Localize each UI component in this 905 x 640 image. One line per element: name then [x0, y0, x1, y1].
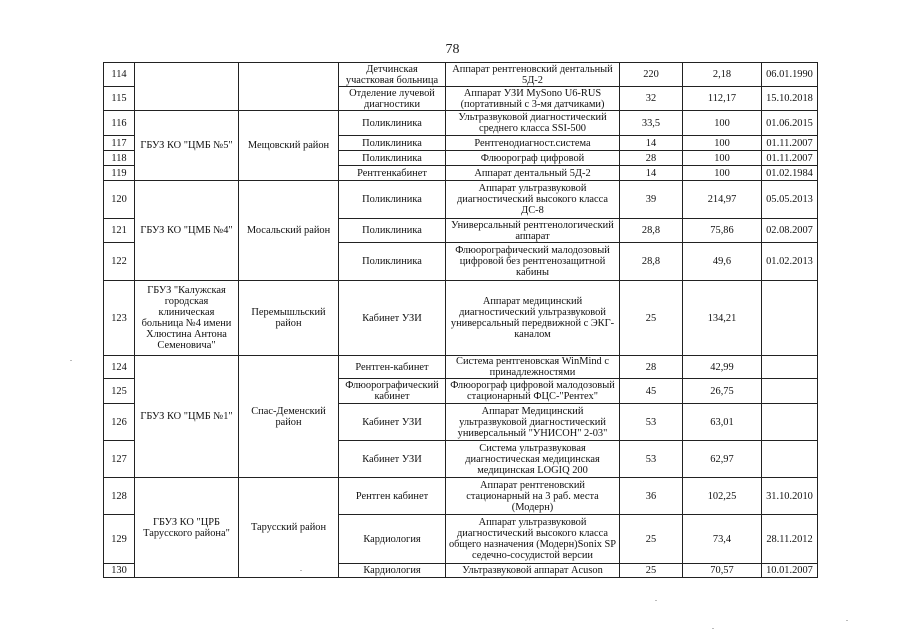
- table-row: [104, 281, 818, 356]
- department-cell: Рентген кабинет: [339, 478, 446, 515]
- department-cell: Поликлиника: [339, 111, 446, 136]
- date-cell: [762, 356, 818, 379]
- area-cell: 25: [620, 515, 683, 564]
- district-cell: Мосальский район: [239, 181, 339, 281]
- cost-cell: 100: [683, 166, 762, 181]
- cost-cell: 100: [683, 136, 762, 151]
- date-cell: 01.11.2007: [762, 136, 818, 151]
- date-cell: [762, 441, 818, 478]
- scan-speck: [300, 570, 302, 571]
- page-number: 78: [445, 42, 460, 57]
- row-number: 120: [104, 181, 135, 219]
- area-cell: 28,8: [620, 219, 683, 243]
- row-number: 127: [104, 441, 135, 478]
- area-cell: 45: [620, 379, 683, 404]
- cost-cell: 2,18: [683, 63, 762, 87]
- area-cell: 25: [620, 564, 683, 578]
- equipment-cell: Ультразвуковой диагностический среднего класса SSI-500: [446, 111, 620, 136]
- row-number: 119: [104, 166, 135, 181]
- department-cell: Детчинская участковая больница: [339, 63, 446, 87]
- organization-cell: [135, 63, 239, 111]
- equipment-cell: Аппарат Медицинский ультразвуковой диагностический универсальный "УНИСОН" 2-03": [446, 404, 620, 441]
- date-cell: 15.10.2018: [762, 87, 818, 111]
- equipment-cell: Флюорограф цифровой малодозовый стационарный ФЦС-"Рентех": [446, 379, 620, 404]
- row-number: 121: [104, 219, 135, 243]
- cost-cell: 70,57: [683, 564, 762, 578]
- department-cell: Поликлиника: [339, 151, 446, 166]
- row-number: 118: [104, 151, 135, 166]
- area-cell: 53: [620, 404, 683, 441]
- department-cell: Кабинет УЗИ: [339, 281, 446, 356]
- cost-cell: 100: [683, 151, 762, 166]
- date-cell: 01.06.2015: [762, 111, 818, 136]
- district-cell: Тарусский район: [239, 478, 339, 578]
- row-number: 128: [104, 478, 135, 515]
- area-cell: 28: [620, 151, 683, 166]
- equipment-cell: Аппарат рентгеновский стационарный на 3 раб. места (Модерн): [446, 478, 620, 515]
- department-cell: Поликлиника: [339, 136, 446, 151]
- department-cell: Поликлиника: [339, 243, 446, 281]
- row-number: 122: [104, 243, 135, 281]
- organization-cell: ГБУЗ КО "ЦМБ №1": [135, 356, 239, 478]
- table-row: [104, 111, 818, 136]
- date-cell: 10.01.2007: [762, 564, 818, 578]
- date-cell: [762, 404, 818, 441]
- equipment-cell: Аппарат ультразвуковой диагностический высокого класса ДС-8: [446, 181, 620, 219]
- row-number: 115: [104, 87, 135, 111]
- equipment-table: [103, 62, 818, 578]
- equipment-cell: Аппарат медицинский диагностический ультразвуковой универсальный передвижной с ЭКГ-каналом: [446, 281, 620, 356]
- date-cell: 01.02.1984: [762, 166, 818, 181]
- organization-cell: ГБУЗ "Калужская городская клиническая больница №4 имени Хлюстина Антона Семеновича": [135, 281, 239, 356]
- row-number: 114: [104, 63, 135, 87]
- row-number: 116: [104, 111, 135, 136]
- equipment-cell: Аппарат УЗИ MySono U6-RUS (портативный с 3-мя датчиками): [446, 87, 620, 111]
- row-number: 123: [104, 281, 135, 356]
- row-number: 125: [104, 379, 135, 404]
- scan-speck: [655, 600, 657, 601]
- cost-cell: 102,25: [683, 478, 762, 515]
- date-cell: 31.10.2010: [762, 478, 818, 515]
- district-cell: Спас-Деменский район: [239, 356, 339, 478]
- area-cell: 14: [620, 136, 683, 151]
- cost-cell: 100: [683, 111, 762, 136]
- date-cell: [762, 379, 818, 404]
- cost-cell: 62,97: [683, 441, 762, 478]
- equipment-cell: Рентгенодиагност.система: [446, 136, 620, 151]
- equipment-cell: Флюорографический малодозовый цифровой без рентгенозащитной кабины: [446, 243, 620, 281]
- equipment-cell: Аппарат рентгеновский дентальный 5Д-2: [446, 63, 620, 87]
- table-row: [104, 356, 818, 379]
- cost-cell: 49,6: [683, 243, 762, 281]
- row-number: 130: [104, 564, 135, 578]
- cost-cell: 73,4: [683, 515, 762, 564]
- area-cell: 32: [620, 87, 683, 111]
- organization-cell: ГБУЗ КО "ЦРБ Тарусского района": [135, 478, 239, 578]
- organization-cell: ГБУЗ КО "ЦМБ №5": [135, 111, 239, 181]
- equipment-cell: Аппарат ультразвуковой диагностический высокого класса общего назначения (Модерн)Sonix SP седечно-сосудистой версии: [446, 515, 620, 564]
- scan-speck: [712, 628, 714, 629]
- cost-cell: 42,99: [683, 356, 762, 379]
- department-cell: Рентгенкабинет: [339, 166, 446, 181]
- scan-speck: [846, 620, 848, 621]
- district-cell: Мещовский район: [239, 111, 339, 181]
- date-cell: 06.01.1990: [762, 63, 818, 87]
- equipment-cell: Аппарат дентальный 5Д-2: [446, 166, 620, 181]
- date-cell: 02.08.2007: [762, 219, 818, 243]
- row-number: 126: [104, 404, 135, 441]
- row-number: 129: [104, 515, 135, 564]
- department-cell: Кардиология: [339, 515, 446, 564]
- date-cell: 05.05.2013: [762, 181, 818, 219]
- equipment-cell: Флюорограф цифровой: [446, 151, 620, 166]
- area-cell: 25: [620, 281, 683, 356]
- equipment-cell: Система ультразвуковая диагностическая медицинская медицинская LOGIQ 200: [446, 441, 620, 478]
- cost-cell: 63,01: [683, 404, 762, 441]
- area-cell: 36: [620, 478, 683, 515]
- area-cell: 28,8: [620, 243, 683, 281]
- scan-speck: [70, 360, 72, 361]
- equipment-cell: Универсальный рентгенологический аппарат: [446, 219, 620, 243]
- equipment-cell: Система рентгеновская WinMind с принадлежностями: [446, 356, 620, 379]
- district-cell: [239, 63, 339, 111]
- equipment-cell: Ультразвуковой аппарат Acuson: [446, 564, 620, 578]
- area-cell: 33,5: [620, 111, 683, 136]
- department-cell: Флюорографический кабинет: [339, 379, 446, 404]
- area-cell: 28: [620, 356, 683, 379]
- row-number: 124: [104, 356, 135, 379]
- department-cell: Кабинет УЗИ: [339, 404, 446, 441]
- cost-cell: 134,21: [683, 281, 762, 356]
- department-cell: Поликлиника: [339, 181, 446, 219]
- date-cell: [762, 281, 818, 356]
- table-row: [104, 478, 818, 515]
- area-cell: 39: [620, 181, 683, 219]
- area-cell: 14: [620, 166, 683, 181]
- table-row: [104, 63, 818, 87]
- department-cell: Кабинет УЗИ: [339, 441, 446, 478]
- district-cell: Перемышльский район: [239, 281, 339, 356]
- department-cell: Рентген-кабинет: [339, 356, 446, 379]
- area-cell: 53: [620, 441, 683, 478]
- department-cell: Кардиология: [339, 564, 446, 578]
- cost-cell: 214,97: [683, 181, 762, 219]
- department-cell: Поликлиника: [339, 219, 446, 243]
- department-cell: Отделение лучевой диагностики: [339, 87, 446, 111]
- cost-cell: 75,86: [683, 219, 762, 243]
- table-row: [104, 181, 818, 219]
- cost-cell: 112,17: [683, 87, 762, 111]
- organization-cell: ГБУЗ КО "ЦМБ №4": [135, 181, 239, 281]
- row-number: 117: [104, 136, 135, 151]
- date-cell: 01.11.2007: [762, 151, 818, 166]
- cost-cell: 26,75: [683, 379, 762, 404]
- date-cell: 28.11.2012: [762, 515, 818, 564]
- area-cell: 220: [620, 63, 683, 87]
- date-cell: 01.02.2013: [762, 243, 818, 281]
